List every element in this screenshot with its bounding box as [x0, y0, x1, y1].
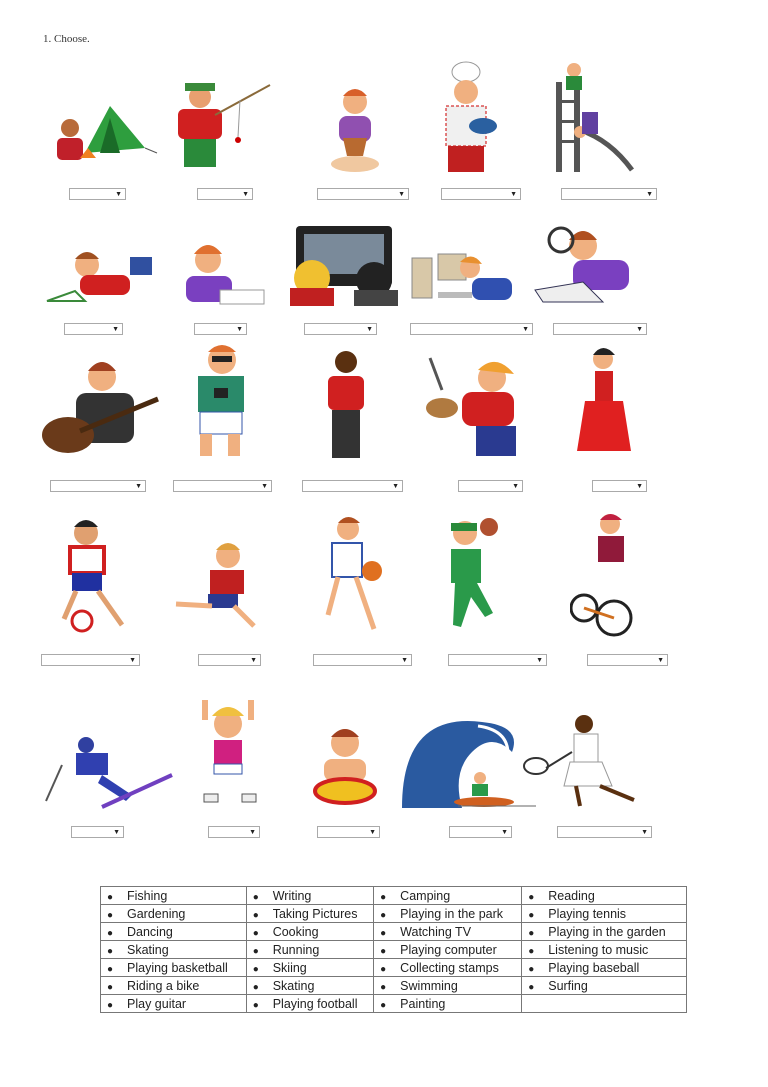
- bullet-icon: ●: [528, 945, 535, 957]
- word-bank-cell: [246, 977, 373, 995]
- word-bank-word: Gardening: [127, 906, 186, 921]
- word-bank-word: Skating: [272, 978, 315, 993]
- word-bank-word: Camping: [400, 888, 451, 903]
- bullet-icon: ●: [528, 927, 535, 939]
- bullet-icon: ●: [252, 963, 259, 975]
- bullet-icon: ●: [252, 981, 259, 993]
- word-bank-cell: [101, 905, 247, 923]
- word-bank-word: Playing baseball: [548, 960, 640, 975]
- word-bank-cell: [101, 977, 247, 995]
- word-bank-word: Cooking: [272, 924, 319, 939]
- word-bank-row: [101, 959, 687, 977]
- word-bank-cell: [374, 959, 522, 977]
- bullet-icon: ●: [107, 981, 114, 993]
- guitar-icon: [40, 355, 160, 460]
- word-bank-cell: [522, 905, 687, 923]
- painting-icon: [422, 350, 534, 462]
- answer-dropdown-17[interactable]: ▼: [198, 654, 261, 666]
- gardening-icon: [325, 82, 385, 177]
- bullet-icon: ●: [380, 927, 387, 939]
- bullet-icon: ●: [107, 945, 114, 957]
- word-bank-row: [101, 977, 687, 995]
- word-bank-row: [101, 905, 687, 923]
- bullet-icon: ●: [528, 909, 535, 921]
- basketball-icon: [298, 515, 393, 637]
- word-bank-cell: [522, 959, 687, 977]
- answer-dropdown-21[interactable]: ▼: [71, 826, 124, 838]
- answer-dropdown-7[interactable]: ▼: [194, 323, 247, 335]
- watching-tv-icon: [290, 218, 398, 306]
- word-bank-cell: [246, 905, 373, 923]
- word-bank-word: Taking Pictures: [272, 906, 358, 921]
- word-bank-word: Dancing: [127, 924, 173, 939]
- word-bank-word: Surfing: [548, 978, 588, 993]
- baseball-icon: [437, 515, 512, 630]
- answer-dropdown-1[interactable]: ▼: [69, 188, 126, 200]
- instruction: 1. Choose.: [43, 33, 90, 45]
- bullet-icon: ●: [252, 891, 259, 903]
- answer-dropdown-18[interactable]: ▼: [313, 654, 412, 666]
- word-bank-cell: [374, 977, 522, 995]
- answer-dropdown-3[interactable]: ▼: [317, 188, 409, 200]
- bullet-icon: ●: [380, 999, 387, 1011]
- bullet-icon: ●: [380, 981, 387, 993]
- reading-icon: [45, 245, 160, 305]
- collecting-stamps-icon: [533, 218, 641, 306]
- word-bank-word: Writing: [272, 888, 312, 903]
- answer-dropdown-5[interactable]: ▼: [561, 188, 657, 200]
- bullet-icon: ●: [252, 999, 259, 1011]
- cooking-icon: [428, 60, 503, 175]
- bullet-icon: ●: [107, 891, 114, 903]
- word-bank-cell: [522, 923, 687, 941]
- answer-dropdown-11[interactable]: ▼: [50, 480, 146, 492]
- word-bank-word: Collecting stamps: [400, 960, 499, 975]
- answer-dropdown-16[interactable]: ▼: [41, 654, 140, 666]
- word-bank-word: Watching TV: [400, 924, 472, 939]
- word-bank-row: [101, 887, 687, 905]
- football-icon: [40, 515, 140, 635]
- bullet-icon: ●: [380, 963, 387, 975]
- answer-dropdown-12[interactable]: ▼: [173, 480, 272, 492]
- word-bank-word: Listening to music: [548, 942, 649, 957]
- word-bank-word: Playing in the garden: [548, 924, 666, 939]
- word-bank-word: Running: [272, 942, 320, 957]
- answer-dropdown-2[interactable]: ▼: [197, 188, 253, 200]
- cycling-icon: [570, 510, 635, 638]
- word-bank-word: Playing football: [272, 996, 358, 1011]
- word-bank-cell: [374, 941, 522, 959]
- tennis-icon: [522, 712, 644, 810]
- answer-dropdown-13[interactable]: ▼: [302, 480, 403, 492]
- bullet-icon: ●: [528, 963, 535, 975]
- word-bank-cell: [246, 887, 373, 905]
- answer-dropdown-14[interactable]: ▼: [458, 480, 523, 492]
- word-bank-cell: [374, 905, 522, 923]
- bullet-icon: ●: [528, 981, 535, 993]
- skating-icon: [196, 698, 266, 810]
- word-bank-word: Playing tennis: [548, 906, 627, 921]
- word-bank-word: Playing basketball: [127, 960, 228, 975]
- running-icon: [168, 540, 273, 635]
- word-bank-row: [101, 995, 687, 1013]
- word-bank-cell: [246, 959, 373, 977]
- word-bank-cell: [101, 941, 247, 959]
- answer-dropdown-25[interactable]: ▼: [557, 826, 652, 838]
- word-bank-word: Fishing: [127, 888, 168, 903]
- word-bank-cell: [374, 995, 522, 1013]
- word-bank-cell: [246, 923, 373, 941]
- word-bank-table: [100, 886, 687, 1013]
- answer-dropdown-22[interactable]: ▼: [208, 826, 260, 838]
- bullet-icon: ●: [380, 909, 387, 921]
- answer-dropdown-15[interactable]: ▼: [592, 480, 647, 492]
- bullet-icon: ●: [252, 909, 259, 921]
- bullet-icon: ●: [107, 999, 114, 1011]
- word-bank-word: Playing in the park: [400, 906, 504, 921]
- word-bank-cell: [246, 941, 373, 959]
- word-bank-cell: [246, 995, 373, 1013]
- computer-icon: [410, 250, 525, 305]
- word-bank-cell: [101, 887, 247, 905]
- answer-dropdown-19[interactable]: ▼: [448, 654, 547, 666]
- word-bank-word: Playing computer: [400, 942, 497, 957]
- bullet-icon: ●: [107, 927, 114, 939]
- answer-dropdown-4[interactable]: ▼: [441, 188, 521, 200]
- word-bank-word: Play guitar: [127, 996, 187, 1011]
- bullet-icon: ●: [252, 945, 259, 957]
- word-bank-word: Swimming: [400, 978, 458, 993]
- fishing-icon: [170, 75, 280, 175]
- word-bank-cell: [374, 887, 522, 905]
- word-bank-word: Painting: [400, 996, 446, 1011]
- bullet-icon: ●: [107, 909, 114, 921]
- word-bank-cell: [101, 923, 247, 941]
- skiing-icon: [42, 735, 177, 810]
- listening-music-icon: [312, 348, 380, 463]
- word-bank-word: Reading: [548, 888, 595, 903]
- bullet-icon: ●: [107, 963, 114, 975]
- taking-pictures-icon: [182, 342, 258, 462]
- camping-icon: [45, 98, 160, 173]
- climbing-icon: [550, 60, 640, 175]
- answer-dropdown-9[interactable]: ▼: [410, 323, 533, 335]
- word-bank-word: Skating: [127, 942, 169, 957]
- word-bank-word: Riding a bike: [127, 978, 200, 993]
- word-bank-row: [101, 923, 687, 941]
- bullet-icon: ●: [528, 891, 535, 903]
- word-bank-cell: [101, 959, 247, 977]
- answer-dropdown-6[interactable]: ▼: [64, 323, 123, 335]
- word-bank-cell: [101, 995, 247, 1013]
- word-bank-row: [101, 941, 687, 959]
- answer-dropdown-20[interactable]: ▼: [587, 654, 668, 666]
- bullet-icon: ●: [380, 891, 387, 903]
- word-bank-cell: [522, 995, 687, 1013]
- word-bank-cell: [522, 977, 687, 995]
- answer-dropdown-23[interactable]: ▼: [317, 826, 380, 838]
- answer-dropdown-24[interactable]: ▼: [449, 826, 512, 838]
- writing-icon: [172, 240, 267, 308]
- answer-dropdown-8[interactable]: ▼: [304, 323, 377, 335]
- bullet-icon: ●: [252, 927, 259, 939]
- word-bank-cell: [522, 887, 687, 905]
- dancing-icon: [575, 345, 633, 463]
- word-bank-cell: [374, 923, 522, 941]
- answer-dropdown-10[interactable]: ▼: [553, 323, 647, 335]
- word-bank-word: Skiing: [272, 960, 307, 975]
- surfing-icon: [398, 712, 538, 812]
- swimming-icon: [310, 725, 380, 807]
- word-bank-cell: [522, 941, 687, 959]
- bullet-icon: ●: [380, 945, 387, 957]
